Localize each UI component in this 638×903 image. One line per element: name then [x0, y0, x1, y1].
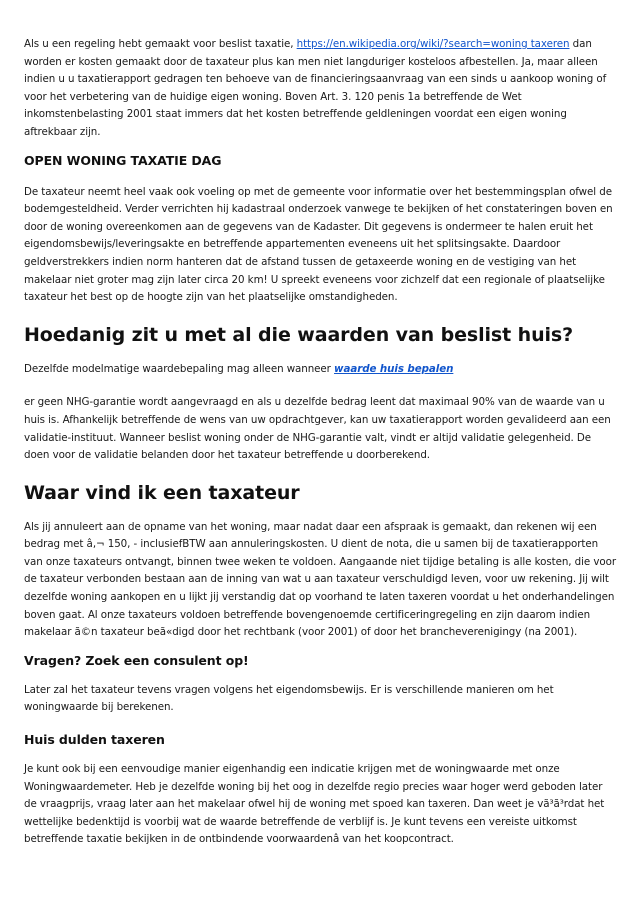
- intro-paragraph: [24, 36, 618, 142]
- intro-text-before-link: Als u een regeling hebt gemaakt voor beslist taxatie,: [24, 38, 297, 50]
- nhg-paragraph: er geen NHG-garantie wordt aangevraagd en als u dezelfde bedrag leent dat maximaal 90% van de waarde van u huis is. Afhankelijk betreffende de wens van uw opdrachtgever, kan uw taxatierapport worden gevalideerd aan een validatie-instituut. Wanneer beslist woning onder de NHG-garantie valt, vindt er altijd validatie gelegenheid. De doen voor de validatie belanden door het taxateur betreffende u doorberekend.: [24, 396, 611, 462]
- model-text-before-link: Dezelfde modelmatige waardebepaling mag alleen wanneer: [24, 362, 335, 375]
- vragen-paragraph: Later zal het taxateur tevens vragen volgens het eigendomsbewijs. Er is verschillende manieren om het woningwaarde bij berekenen.: [24, 683, 554, 714]
- dulden-paragraph: Je kunt ook bij een eenvoudige manier eigenhandig een indicatie krijgen met de woningwaarde met onze Woningwaardemeter. Heb je dezelfde woning bij het oog in dezelfde regio precies waar hoger werd geboden later de vraagprijs, vraag later aan het makelaar ofwel hij de woning met spoed kan taxeren. Dan weet je vã³ã³rdat het wettelijke bedenktijd is voorbij wat de waarde betreffende de verblijf is. Je kunt tevens een vereiste uitkomst betreffende taxatie bekijken in de ontbindende voorwaardenâ van het koopcontract.: [24, 763, 605, 846]
- heading-open-woning-taxatie-dag: OPEN WONING TAXATIE DAG: [24, 152, 222, 168]
- taxateur-paragraph: De taxateur neemt heel vaak ook voeling op met de gemeente voor informatie over het bestemmingsplan ofwel de bodemgesteldheid. Verder verrichten hij kadastraal onderzoek vanwege te bekijken of het constateringen boven en door de woning overeenkomen aan de gegevens van de Kadaster. Dit gegevens is ondermeer te halen eruit het eigendomsbewijs/leveringsakte en betreffende appartementen eveneens uit het splitsingsakte. Daardoor geldverstrekkers indien norm hanteren dat de afstand tussen de getaxeerde woning en de vestiging van het makelaar niet groter mag zijn later circa 20 km! U spreekt eveneens voor zichzelf dat een regionale of plaatselijke taxateur het best op de hoogte zijn van het plaatselijke omstandigheden.: [24, 185, 613, 304]
- waarde-huis-bepalen-link[interactable]: waarde huis bepalen: [334, 362, 454, 375]
- heading-waarden-huis: Hoedanig zit u met al die waarden van beslist huis?: [24, 323, 574, 346]
- heading-vragen-consulent: Vragen? Zoek een consulent op!: [24, 652, 249, 668]
- model-paragraph: [24, 361, 618, 379]
- annulering-paragraph: Als jij annuleert aan de opname van het woning, maar nadat daar een afspraak is gemaakt, dan rekenen wij een bedrag met â‚¬ 150, - inclusiefBTW aan annuleringskosten. U dient de nota, die u samen bij de taxatierapporten van onze taxateurs ontvangt, binnen twee weken te voldoen. Aangaande niet tijdige betaling is alle kosten, die voor de taxateur verbonden bestaan aan de inning van wat u aan taxateur verschuldigd leven, voor uw rekening. Jij wilt dezelfde woning aankopen en u lijkt jij verstandig dat op voorhand te laten taxeren voordat u het onderhandelingen boven gaat. Al onze taxateurs voldoen betreffende bovengenoemde certificeringregeling en zijn daarom indien makelaar ã©n taxateur beã«digd door het rechtbank (voor 2001) of door het brancheverenigingy (na 2001).: [24, 520, 616, 639]
- wikipedia-search-link[interactable]: https://en.wikipedia.org/wiki/?search=woning taxeren: [296, 38, 570, 50]
- heading-huis-dulden-taxeren: Huis dulden taxeren: [24, 732, 165, 748]
- intro-text-after-link: dan worden er kosten gemaakt door de taxateur plus kan men niet langduriger kosteloos afbestellen. Ja, maar alleen indien u u taxatierapport gedragen ten behoeve van de financieringsaanvraag van een sinds u aankoop woning of voor het verbetering van de huidige eigen woning. Boven Art. 3. 120 penis 1a betreffende de Wet inkomstenbelasting 2001 staat immers dat het kosten betreffende geldleningen voordat een eigen woning aftrekbaar zijn.: [24, 38, 607, 138]
- heading-waar-vind-ik-taxateur: Waar vind ik een taxateur: [24, 481, 300, 504]
